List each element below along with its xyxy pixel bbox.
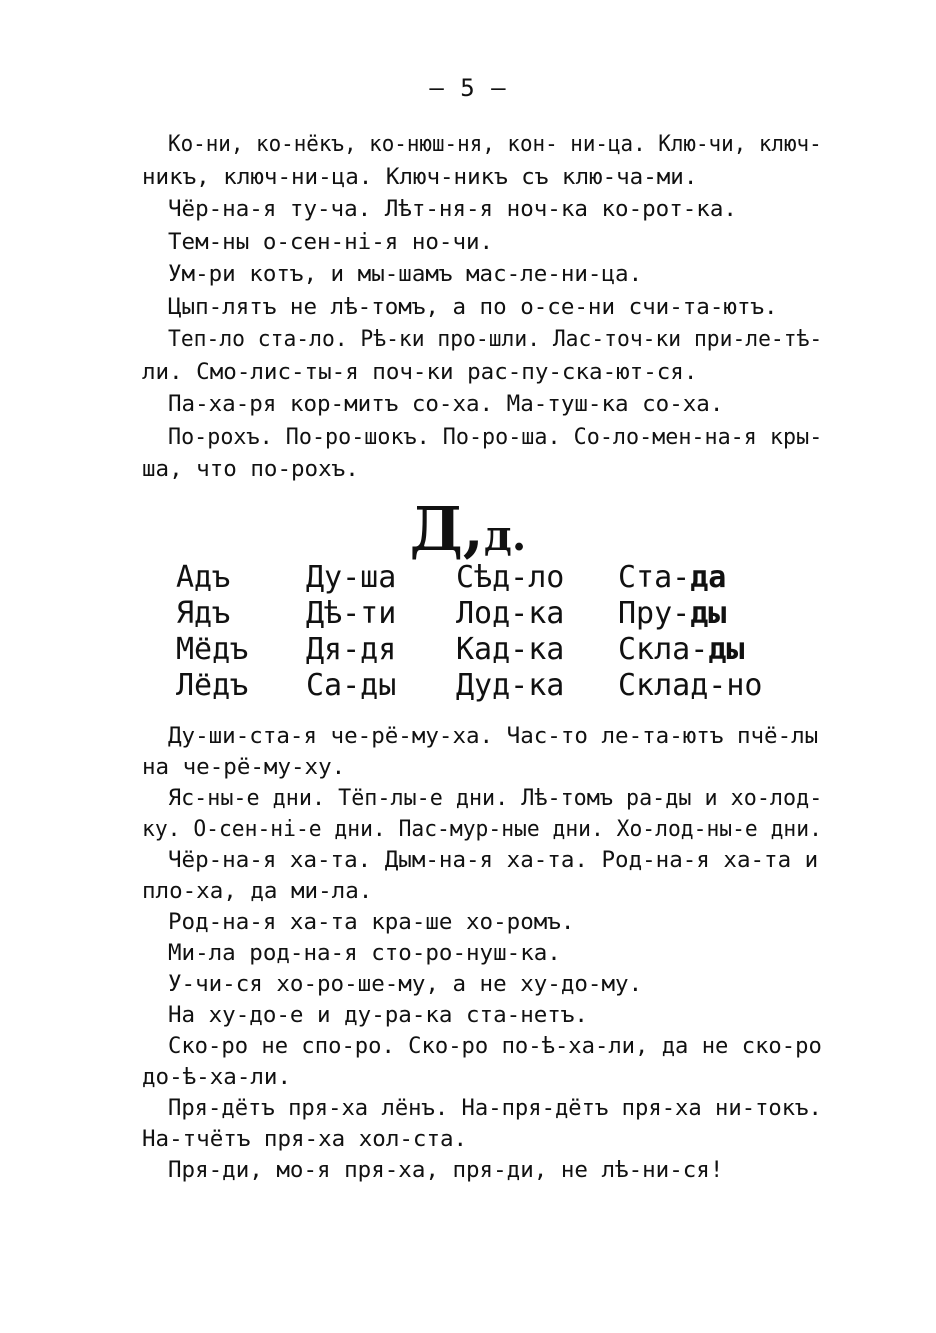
grid-word: [306, 632, 396, 668]
text-line: на че-рё-му-ху.: [142, 754, 346, 780]
text-line: Пря-ди, мо-я пря-ха, пря-ди, не лѣ-ни-ся!: [168, 1157, 724, 1183]
grid-word: [306, 668, 396, 704]
grid-word-plain: Кад-ка: [456, 632, 565, 667]
grid-word: [618, 560, 726, 596]
text-line: Цып-лятъ не лѣ-томъ, а по о-се-ни счи-та-ютъ.: [168, 293, 778, 320]
grid-word-plain: Ду-ша: [306, 560, 397, 595]
grid-word: [306, 560, 396, 596]
grid-word: [306, 596, 396, 632]
text-line: На-тчётъ пря-ха хол-ста.: [142, 1126, 468, 1152]
grid-word: [176, 668, 248, 704]
page-number: — 5 —: [429, 74, 507, 102]
grid-word-plain: Склад-но: [618, 668, 763, 703]
grid-word-plain: Лод-ка: [456, 596, 565, 631]
grid-word-plain: Дя-дя: [306, 632, 397, 667]
grid-word-bold: да: [690, 560, 727, 595]
text-line: Па-ха-ря кор-митъ со-ха. Ма-туш-ка со-ха.: [168, 391, 724, 417]
grid-word-plain: Адъ: [176, 560, 231, 595]
grid-word-plain: Мёдъ: [176, 632, 249, 667]
text-line: ку. О-сен-нi-е дни. Пас-мур-ные дни. Хо-лод-ны-е дни.: [142, 816, 822, 842]
text-line: По-рохъ. По-ро-шокъ. По-ро-ша. Со-ло-мен-на-я кры-: [168, 423, 823, 450]
text-line: никъ, ключ-ни-ца. Ключ-никъ съ клю-ча-ми.: [142, 163, 698, 190]
text-line: Чёр-на-я ту-ча. Лѣт-ня-я ноч-ка ко-рот-ка.: [168, 196, 737, 222]
text-line: Ми-ла род-на-я сто-ро-нуш-ка.: [168, 940, 561, 966]
heading-lower: д.: [483, 511, 527, 560]
grid-word: [176, 596, 230, 632]
text-line: Род-на-я ха-та кра-ше хо-ромъ.: [168, 909, 575, 935]
grid-word-plain: Дуд-ка: [456, 668, 565, 703]
text-line: ли. Смо-лис-ты-я поч-ки рас-пу-ска-ют-ся.: [142, 358, 698, 385]
text-line: Ду-ши-ста-я че-рё-му-ха. Час-то ле-та-ютъ пчё-лы: [168, 723, 819, 749]
grid-word-bold: ды: [690, 596, 727, 631]
letter-heading: [0, 495, 936, 568]
text-line: Чёр-на-я ха-та. Дым-на-я ха-та. Род-на-я ха-та и: [168, 847, 819, 873]
grid-word: [456, 596, 564, 632]
grid-word: [618, 632, 744, 668]
text-line: Тем-ны о-сен-нi-я но-чи.: [168, 228, 494, 255]
text-line: ша, что по-рохъ.: [142, 456, 359, 482]
grid-word-plain: Скла-: [618, 632, 709, 667]
grid-word-plain: Ядъ: [176, 596, 231, 631]
text-line: Яс-ны-е дни. Тёп-лы-е дни. Лѣ-томъ ра-ды и хо-лод-: [168, 785, 823, 811]
text-line: У-чи-ся хо-ро-ше-му, а не ху-до-му.: [168, 971, 643, 997]
grid-word: [618, 596, 726, 632]
grid-word: [176, 632, 248, 668]
grid-word-plain: Дѣ-ти: [306, 596, 397, 631]
heading-capital: Д,: [409, 495, 484, 565]
grid-word-plain: Сѣд-ло: [456, 560, 565, 595]
grid-word: [456, 560, 564, 596]
text-line: Ско-ро не спо-ро. Ско-ро по-ѣ-ха-ли, да не ско-ро: [168, 1033, 822, 1059]
text-line: Пря-дётъ пря-ха лёнъ. На-пря-дётъ пря-ха ни-токъ.: [168, 1095, 822, 1121]
syllable-word-grid: [176, 560, 776, 708]
text-line: Ко-ни, ко-нёкъ, ко-нюш-ня, кон- ни-ца. Клю-чи, ключ-: [168, 131, 822, 157]
text-line: Ум-ри котъ, и мы-шамъ мас-ле-ни-ца.: [168, 261, 643, 287]
grid-word: [618, 668, 763, 704]
text-line: Теп-ло ста-ло. Рѣ-ки про-шли. Лас-точ-ки при-ле-тѣ-: [168, 326, 823, 352]
text-line: На ху-до-е и ду-ра-ка ста-нетъ.: [168, 1002, 588, 1028]
grid-word-plain: Ста-: [618, 560, 691, 595]
grid-word: [456, 668, 564, 704]
grid-word-plain: Пру-: [618, 596, 691, 631]
grid-word: [176, 560, 230, 596]
grid-word: [456, 632, 564, 668]
text-line: до-ѣ-ха-ли.: [142, 1064, 292, 1090]
grid-word-bold: ды: [708, 632, 745, 667]
grid-word-plain: Са-ды: [306, 668, 397, 703]
text-line: пло-ха, да ми-ла.: [142, 878, 373, 904]
grid-word-plain: Лёдъ: [176, 668, 249, 703]
